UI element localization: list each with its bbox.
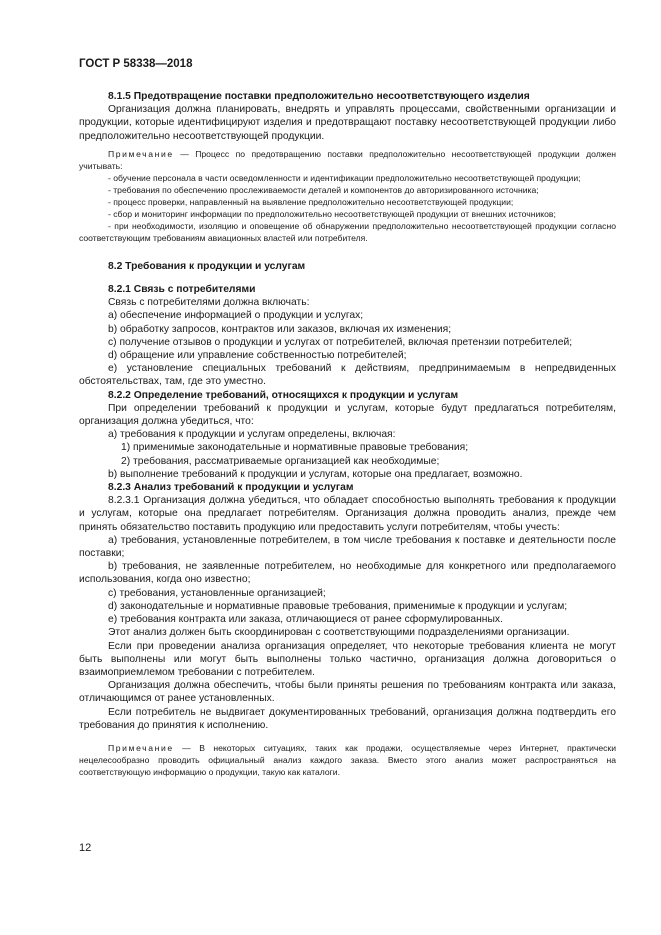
- list-item: c) получение отзывов о продукции и услугах от потребителей, включая претензии потребителей;: [108, 336, 573, 348]
- paragraph: Если потребитель не выдвигает документированных требований, организация должна подтвердить его требования до принятия к исполнению.: [79, 706, 616, 731]
- section-heading-8-2-1: 8.2.1 Связь с потребителями: [108, 284, 256, 296]
- list-item: a) требования, установленные потребителем, в том числе требования к поставке и деятельности после поставки;: [79, 534, 616, 560]
- note-text: — В некоторых ситуациях, таких как продажи, осуществляемые через Интернет, практически нецелесообразно проводить официальный анализ каждого заказа. Вместо этого анализ может распространяться на соответствующую информацию о продукции, такую как каталоги.: [79, 742, 616, 777]
- list-subitem: 1) применимые законодательные и нормативные правовые требования;: [121, 442, 469, 454]
- note: [79, 742, 616, 778]
- list-item: d) законодательные и нормативные правовые требования, применимые к продукции и услугам;: [108, 600, 568, 612]
- list-subitem: 2) требования, рассматриваемые организацией как необходимые;: [121, 455, 440, 467]
- note-item: - сбор и мониторинг информации по предположительно несоответствующей продукции от внешних источников;: [108, 208, 556, 219]
- list-item: a) требования к продукции и услугам определены, включая:: [108, 429, 396, 441]
- list-item: c) требования, установленные организацией;: [108, 587, 326, 599]
- list-item: b) требования, не заявленные потребителем, но необходимые для конкретного или предполагаемого использования, когда оно известно;: [79, 561, 616, 586]
- document-code: ГОСТ Р 58338—2018: [79, 58, 193, 70]
- list-item: b) обработку запросов, контрактов или заказов, включая их изменения;: [108, 323, 452, 335]
- section-heading-8-1-5: 8.1.5 Предотвращение поставки предположительно несоответствующего изделия: [108, 91, 530, 102]
- paragraph: Этот анализ должен быть скоординирован с соответствующими подразделениями организации.: [108, 627, 570, 639]
- paragraph: Связь с потребителями должна включать:: [108, 297, 310, 309]
- note: [79, 148, 616, 172]
- list-item: d) обращение или управление собственностью потребителей;: [108, 350, 407, 362]
- note-text: — Процесс по предотвращению поставки предположительно несоответствующей продукции должен учитывать:: [79, 148, 616, 171]
- note-item: - процесс проверки, направленный на выявление предположительно несоответствующей продукции;: [108, 196, 514, 207]
- note-item: - требования по обеспечению прослеживаемости деталей и компонентов до авторизированного источника;: [108, 184, 539, 195]
- section-heading-8-2-2: 8.2.2 Определение требований, относящихся к продукции и услугам: [108, 389, 459, 401]
- page-content: [79, 90, 616, 778]
- list-item: a) обеспечение информацией о продукции и услугах;: [108, 310, 364, 322]
- paragraph: Если при проведении анализа организация определяет, что некоторые требования клиента не могут быть выполнены или могут быть выполнены только частично, организация должна договориться о взаимоприемлемом требовании с потребителем.: [79, 640, 616, 678]
- note-label: Примечание: [108, 742, 174, 753]
- section-heading-8-2: 8.2 Требования к продукции и услугам: [108, 260, 306, 272]
- section-heading-8-2-3: 8.2.3 Анализ требований к продукции и услугам: [108, 482, 354, 494]
- list-item: e) требования контракта или заказа, отличающиеся от ранее сформулированных.: [108, 614, 503, 626]
- list-item: b) выполнение требований к продукции и услугам, которые она предлагает, возможно.: [108, 468, 523, 480]
- paragraph: Организация должна обеспечить, чтобы были приняты решения по требованиям контракта или заказа, отличающимся от ранее установленных.: [79, 680, 616, 705]
- paragraph: 8.2.3.1 Организация должна убедиться, что обладает способностью выполнять требования к продукции и услугам, которые она предлагает потребителям. Организация должна проводить анализ, прежде чем принять обязательство поставить продукцию или предоставить услуги потребителям, чтобы учесть:: [79, 495, 616, 533]
- note-item: - обучение персонала в части осведомленности и идентификации предположительно несоответствующей продукции;: [108, 172, 581, 183]
- note-label: Примечание: [108, 148, 174, 159]
- list-item: e) установление специальных требований к действиям, предпринимаемым в непредвиденных обстоятельствах, там, где это уместно.: [79, 363, 616, 388]
- paragraph: Организация должна планировать, внедрять и управлять процессами, свойственными организации и продукции, которые идентифицируют изделия и предотвращают поставку несоответствующей продукции либо предположительно несоответствующей продукции.: [79, 104, 616, 142]
- page-number: 12: [79, 842, 92, 854]
- note-item: - при необходимости, изоляцию и оповещение об обнаружении предположительно несоответствующей продукции согласно соответствующим требованиям авиационных властей или потребителя.: [79, 220, 616, 243]
- paragraph: При определении требований к продукции и услугам, которые будут предлагаться потребителям, организация должна убедиться, что:: [79, 402, 616, 428]
